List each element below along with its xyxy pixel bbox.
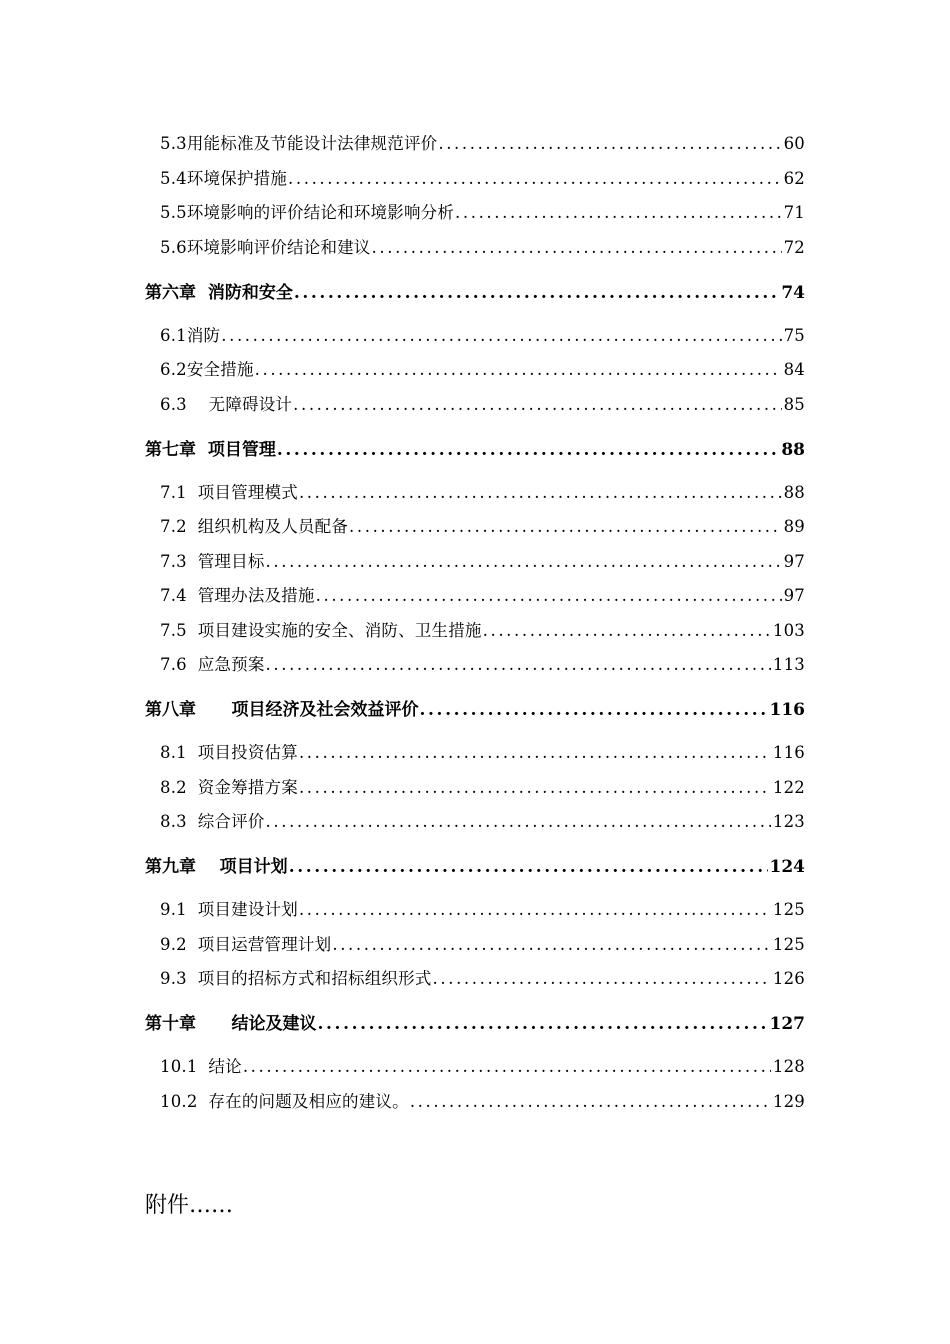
toc-entry[interactable] [160,651,805,675]
dot-leader [332,935,771,954]
dot-leader [410,1092,771,1111]
dot-leader [299,483,782,502]
toc-entry[interactable] [160,165,805,189]
toc-entry-page: 89 [783,517,805,536]
dot-leader [455,203,782,222]
toc-chapter[interactable] [145,852,805,877]
appendix-heading: 附件…… [145,1193,234,1218]
toc-chapter-page: 116 [769,700,805,720]
toc-entry[interactable] [160,322,805,346]
toc-entry-page: 60 [783,134,805,153]
toc-chapter-page: 124 [769,857,805,877]
toc-entry-page: 72 [783,238,805,257]
toc-entry-title: 7.4 管理办法及措施 [160,586,315,605]
toc-entry-page: 113 [772,655,805,674]
toc-chapter-title: 第七章 项目管理 [145,440,276,460]
toc-entry-page: 125 [772,935,805,954]
dot-leader [243,1057,771,1076]
toc-entry[interactable] [160,391,805,415]
dot-leader [316,586,782,605]
toc-entry[interactable] [160,808,805,832]
toc-entry-title: 10.2 存在的问题及相应的建议。 [160,1092,409,1111]
dot-leader [318,1014,768,1034]
toc-entry-title: 7.6 应急预案 [160,655,265,674]
toc-entry-title: 6.1消防 [160,326,221,345]
toc-entry-title: 5.4环境保护措施 [160,169,288,188]
dot-leader [288,169,782,188]
toc-chapter-title: 第八章 项目经济及社会效益评价 [145,700,419,720]
toc-entry-page: 97 [783,552,805,571]
dot-leader [349,517,782,536]
toc-entry-title: 7.3 管理目标 [160,552,265,571]
dot-leader [266,552,782,571]
dot-leader [299,743,771,762]
dot-leader [420,700,768,720]
toc-entry-page: 125 [772,900,805,919]
dot-leader [266,812,771,831]
toc-entry-page: 71 [783,203,805,222]
toc-entry-page: 122 [772,778,805,797]
toc-chapter-title: 第十章 结论及建议 [145,1014,317,1034]
toc-entry[interactable] [160,234,805,258]
dot-leader [221,326,781,345]
toc-entry-title: 8.1 项目投资估算 [160,743,298,762]
toc-entry-title: 9.3 项目的招标方式和招标组织形式 [160,969,432,988]
dot-leader [266,655,771,674]
dot-leader [289,857,768,877]
dot-leader [277,440,779,460]
dot-leader [433,969,771,988]
dot-leader [293,395,781,414]
toc-chapter[interactable] [145,435,805,460]
dot-leader [438,134,781,153]
toc-entry-title: 9.1 项目建设计划 [160,900,298,919]
toc-entry-page: 85 [783,395,805,414]
toc-entry[interactable] [160,896,805,920]
toc-entry[interactable] [160,1088,805,1112]
toc-entry[interactable] [160,199,805,223]
toc-entry-page: 75 [783,326,805,345]
toc-chapter[interactable] [145,695,805,720]
toc-entry-title: 8.2 资金筹措方案 [160,778,298,797]
toc-entry-page: 129 [772,1092,805,1111]
toc-entry-title: 7.1 项目管理模式 [160,483,298,502]
toc-entry-title: 7.2 组织机构及人员配备 [160,517,349,536]
dot-leader [299,778,771,797]
toc-entry-page: 126 [772,969,805,988]
toc-entry-title: 5.5环境影响的评价结论和环境影响分析 [160,203,455,222]
toc-entry-title: 6.2安全措施 [160,360,254,379]
toc-chapter-title: 第六章 消防和安全 [145,283,293,303]
toc-entry-title: 5.6环境影响评价结论和建议 [160,238,371,257]
toc-chapter[interactable] [145,1009,805,1034]
toc-entry-title: 8.3 综合评价 [160,812,265,831]
toc-entry-page: 88 [783,483,805,502]
toc-entry-page: 128 [772,1057,805,1076]
dot-leader [255,360,782,379]
toc-entry[interactable] [160,548,805,572]
dot-leader [483,621,771,640]
toc-entry[interactable] [160,931,805,955]
dot-leader [294,283,779,303]
toc-entry-title: 10.1 结论 [160,1057,242,1076]
dot-leader [372,238,782,257]
dot-leader [299,900,771,919]
toc-entry-page: 116 [772,743,805,762]
toc-entry-title: 5.3用能标准及节能设计法律规范评价 [160,134,438,153]
toc-chapter-page: 74 [781,283,805,303]
toc-entry-title: 9.2 项目运营管理计划 [160,935,332,954]
toc-chapter-page: 88 [781,440,805,460]
toc-entry[interactable] [160,513,805,537]
toc-entry-title: 7.5 项目建设实施的安全、消防、卫生措施 [160,621,482,640]
toc-entry[interactable] [160,1053,805,1077]
toc-entry-title: 6.3 无障碍设计 [160,395,293,414]
toc-entry[interactable] [160,739,805,763]
toc-entry[interactable] [160,582,805,606]
toc-entry[interactable] [160,130,805,154]
toc-chapter-page: 127 [769,1014,805,1034]
toc-entry[interactable] [160,965,805,989]
toc-entry-page: 123 [772,812,805,831]
toc-entry-page: 62 [783,169,805,188]
toc-chapter-title: 第九章 项目计划 [145,857,288,877]
toc-chapter[interactable] [145,278,805,303]
toc-entry-page: 84 [783,360,805,379]
toc-entry[interactable] [160,356,805,380]
toc-entry-page: 97 [783,586,805,605]
toc-entry-page: 103 [772,621,805,640]
toc-entry[interactable] [160,617,805,641]
toc-entry[interactable] [160,479,805,503]
toc-entry[interactable] [160,774,805,798]
